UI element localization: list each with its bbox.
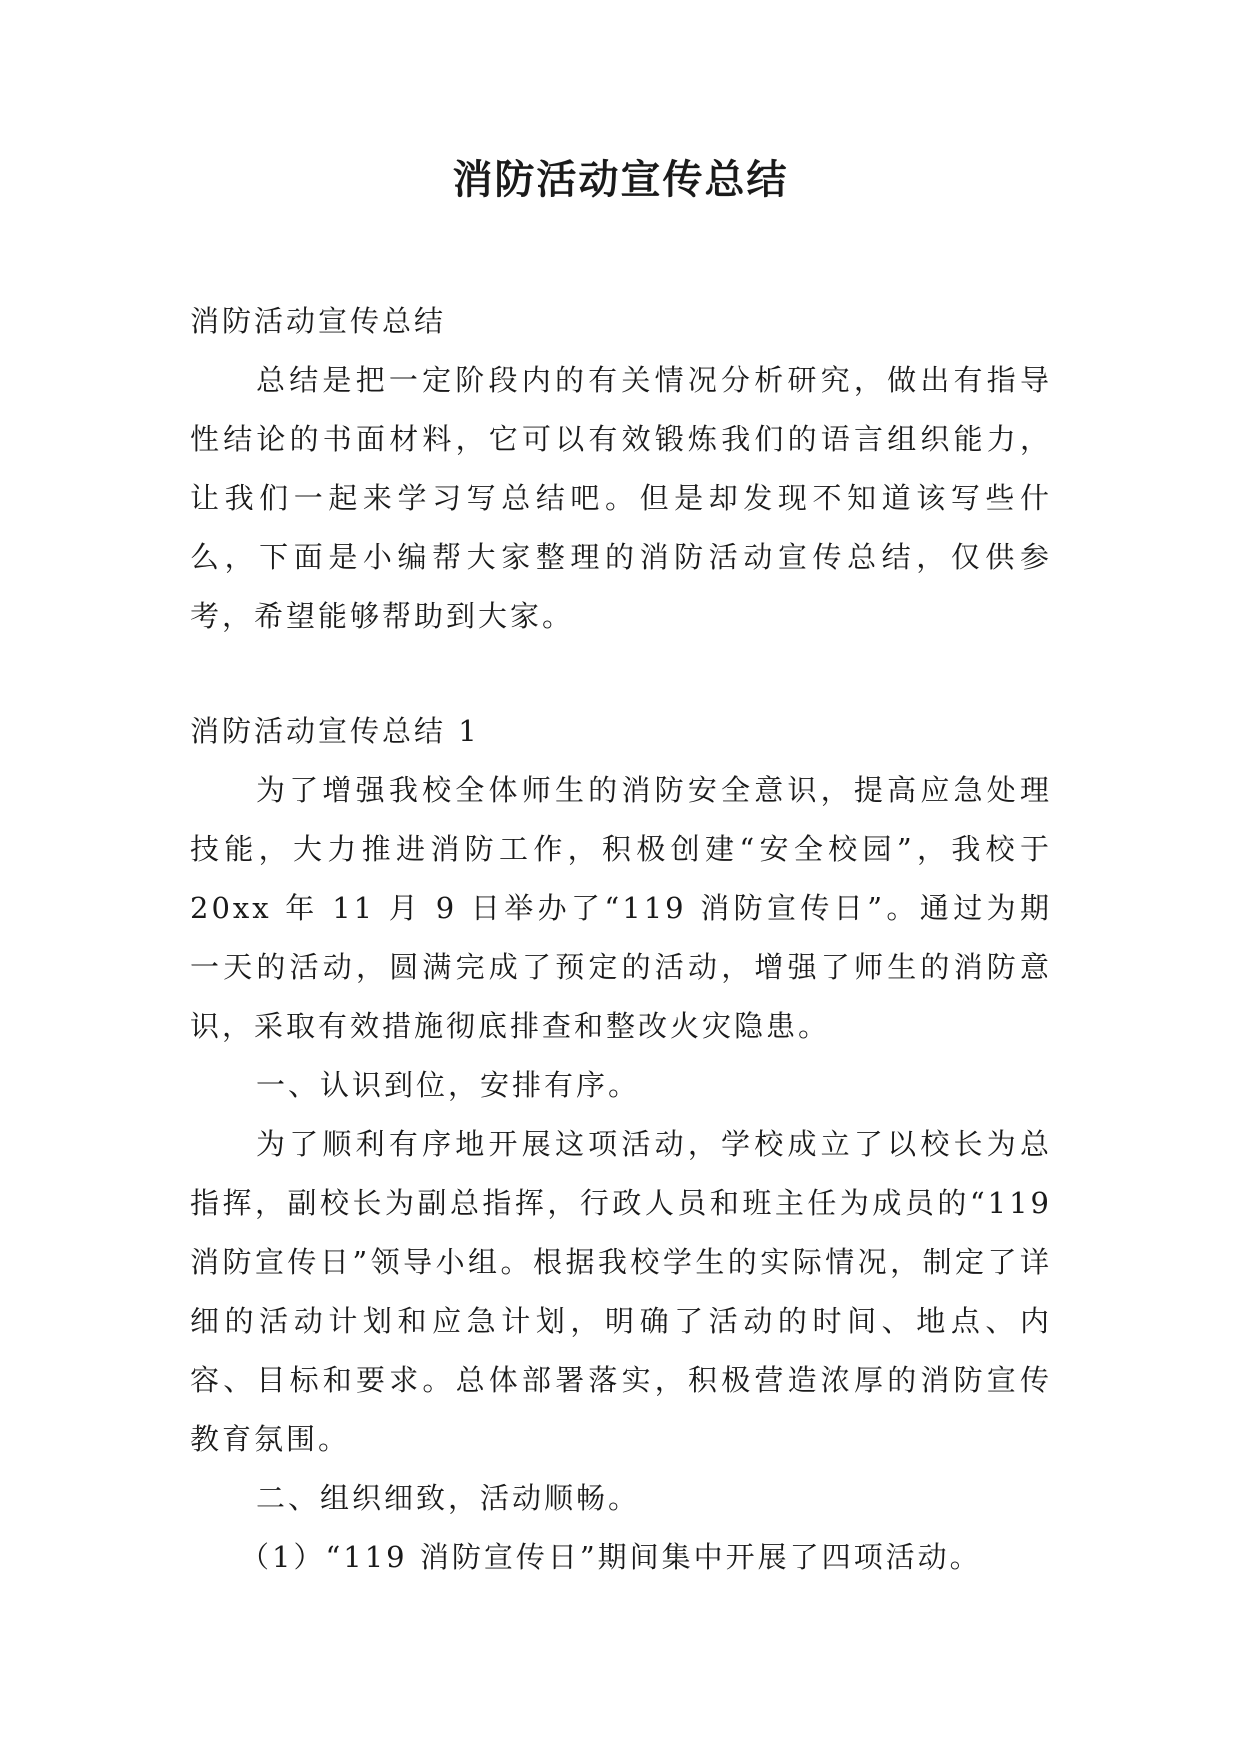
- document-title: 消防活动宣传总结: [452, 156, 789, 203]
- section-subheading-1: 一、认识到位，安排有序。: [256, 1068, 641, 1102]
- section-paragraph-1: 为了增强我校全体师生的消防安全意识，提高应急处理技能，大力推进消防工作，积极创建“安全校园”，我校于 20xx 年 11 月 9 日举办了“119 消防宣传日”。通过为期一天的活动，圆满完成了预定的活动，增强了师生的消防意识，采取有效措施彻底排查和整改火灾隐患。: [190, 773, 1052, 1043]
- document-body: [190, 292, 1052, 1587]
- section-heading: 消防活动宣传总结 1: [190, 714, 480, 748]
- intro-paragraph: 总结是把一定阶段内的有关情况分析研究，做出有指导性结论的书面材料，它可以有效锻炼我们的语言组织能力，让我们一起来学习写总结吧。但是却发现不知道该写些什么，下面是小编帮大家整理的消防活动宣传总结，仅供参考，希望能够帮助到大家。: [190, 363, 1052, 633]
- section-subheading-2: 二、组织细致，活动顺畅。: [256, 1481, 641, 1515]
- document-heading: 消防活动宣传总结: [190, 304, 447, 338]
- section-spacer: [190, 646, 1052, 702]
- section-list-item-1: （1）“119 消防宣传日”期间集中开展了四项活动。: [240, 1540, 982, 1574]
- section-paragraph-2: 为了顺利有序地开展这项活动，学校成立了以校长为总指挥，副校长为副总指挥，行政人员和班主任为成员的“119 消防宣传日”领导小组。根据我校学生的实际情况，制定了详细的活动计划和应急计划，明确了活动的时间、地点、内容、目标和要求。总体部署落实，积极营造浓厚的消防宣传教育氛围。: [190, 1127, 1052, 1456]
